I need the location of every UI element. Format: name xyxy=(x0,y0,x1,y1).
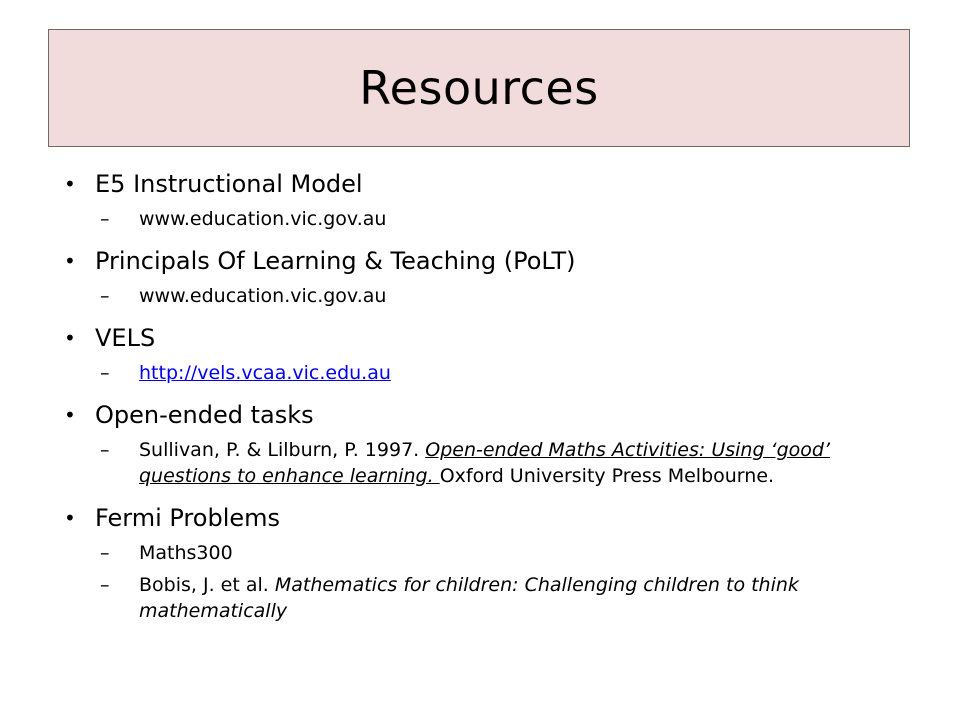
sub-item-text: www.education.vic.gov.au xyxy=(139,208,387,230)
title-box xyxy=(48,29,910,147)
bullet-fermi-problems xyxy=(64,502,904,534)
sub-item-url xyxy=(64,283,904,309)
bullet-open-ended-tasks xyxy=(64,399,904,431)
dash-icon: – xyxy=(100,362,110,384)
bullet-vels xyxy=(64,322,904,354)
sub-item-citation xyxy=(64,437,904,489)
dash-icon: – xyxy=(100,574,110,596)
bullet-icon: • xyxy=(64,326,76,350)
bullet-icon: • xyxy=(64,249,76,273)
citation-authors: Bobis, J. et al. xyxy=(139,574,275,596)
bullet-polt xyxy=(64,245,904,277)
citation-title: Open-ended Maths Activities: Using ‘good’ questions to enhance learning. xyxy=(139,439,831,487)
sub-item-maths300 xyxy=(64,540,904,566)
sub-item-link xyxy=(64,360,904,386)
citation-title: Mathematics for children: Challenging children to think mathematically xyxy=(139,574,799,622)
vels-link[interactable]: http://vels.vcaa.vic.edu.au xyxy=(139,362,391,384)
bullet-label: Open-ended tasks xyxy=(95,401,314,429)
bullet-label: Principals Of Learning & Teaching (PoLT) xyxy=(95,247,576,275)
citation-publisher: Oxford University Press Melbourne. xyxy=(439,465,775,487)
dash-icon: – xyxy=(100,542,110,564)
dash-icon: – xyxy=(100,285,110,307)
bullet-list xyxy=(64,168,904,624)
sub-item-citation xyxy=(64,572,904,624)
sub-item-text: Maths300 xyxy=(139,542,233,564)
slide-title: Resources xyxy=(359,61,599,115)
dash-icon: – xyxy=(100,208,110,230)
bullet-e5-model xyxy=(64,168,904,200)
sub-item-url xyxy=(64,206,904,232)
dash-icon: – xyxy=(100,439,110,461)
bullet-label: Fermi Problems xyxy=(95,504,281,532)
bullet-icon: • xyxy=(64,506,76,530)
bullet-label: E5 Instructional Model xyxy=(95,170,363,198)
bullet-label: VELS xyxy=(95,324,156,352)
citation-authors: Sullivan, P. & Lilburn, P. 1997. xyxy=(139,439,426,461)
bullet-icon: • xyxy=(64,172,76,196)
bullet-icon: • xyxy=(64,403,76,427)
sub-item-text: www.education.vic.gov.au xyxy=(139,285,387,307)
